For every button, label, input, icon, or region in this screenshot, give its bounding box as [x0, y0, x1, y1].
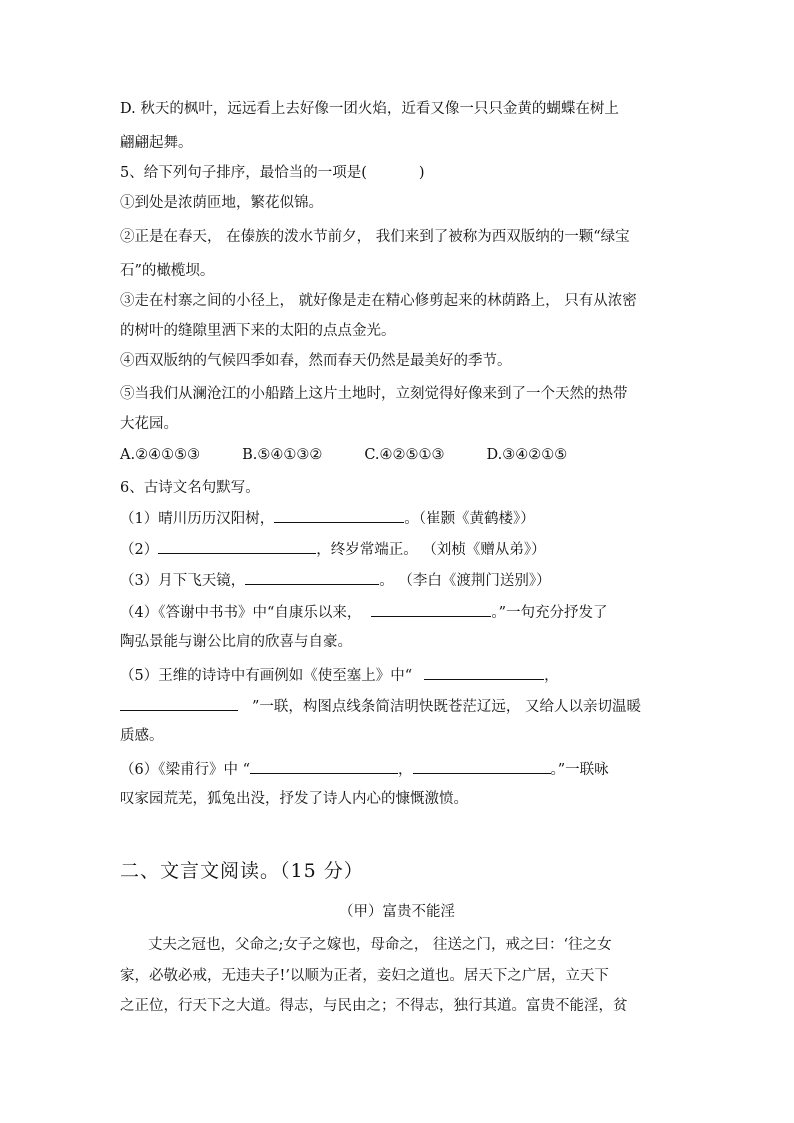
passage-line-2: 家，必敬必戒，无违夫子!’以顺为正者，妾妇之道也。居天下之广居，立天下: [120, 968, 609, 984]
q6-item-6-line1: [120, 759, 609, 780]
q5-stem-text: 5、给下列句子排序，最恰当的一项是(: [120, 165, 367, 181]
q6-item-6-line2: 叹家园荒芜，狐兔出没，抒发了诗人内心的慷慨激愤。: [120, 791, 468, 807]
q6-item-2: [120, 539, 546, 560]
q5-sentence-1: ①到处是浓荫匝地，繁花似锦。: [120, 195, 323, 211]
q6-item-5-line3: 质感。: [120, 728, 164, 744]
section-2-title: 二、文言文阅读。（15 分）: [120, 860, 364, 882]
q6-item-3-prefix: （3）月下飞天镜，: [120, 573, 246, 589]
q6-stem: 6、古诗文名句默写。: [120, 480, 260, 496]
q5-sentence-3-line1: ③走在村寨之间的小径上， 就好像是走在精心修剪起来的林荫路上， 只有从浓密: [120, 293, 637, 309]
q6-item-5-line2-suffix: ”一联，构图点线条简洁明快既苍茫辽远， 又给人以亲切温暖: [252, 699, 642, 715]
q6-item-2-blank[interactable]: [158, 539, 316, 554]
q6-item-1-suffix: 。（崔颢《黄鹤楼》）: [404, 511, 535, 527]
q4-option-d-line2: 翩翩起舞。: [120, 135, 193, 151]
q6-item-3-blank[interactable]: [245, 570, 379, 585]
q6-item-6-blank-2[interactable]: [413, 759, 551, 774]
q5-sentence-4: ④西双版纳的气候四季如春，然而春天仍然是最美好的季节。: [120, 353, 512, 369]
q6-item-2-prefix: （2）: [120, 542, 159, 558]
q5-option-d: D.③④②①⑤: [486, 447, 568, 463]
q5-option-c: C.④②⑤①③: [364, 447, 445, 463]
q4-option-d-line1: D. 秋天的枫叶，远远看上去好像一团火焰，近看又像一只只金黄的蝴蝶在树上: [120, 101, 619, 117]
q6-item-6-comma: ，: [398, 762, 413, 778]
q6-item-4-blank[interactable]: [371, 602, 491, 617]
q6-item-5-line2: [120, 696, 641, 717]
passage-line-3: 之正位，行天下之大道。得志，与民由之；不得志，独行其道。富贵不能淫，贫: [120, 998, 628, 1014]
q5-stem-close: ): [418, 165, 425, 181]
q5-option-a: A.②④①⑤③: [120, 447, 201, 463]
q5-sentence-2-line1: ②正是在春天， 在傣族的泼水节前夕， 我们来到了被称为西双版纳的一颗“绿宝: [120, 229, 630, 245]
q6-item-5-prefix: （5）王维的诗诗中有画例如《使至塞上》中“: [120, 668, 413, 684]
q5-option-b: B.⑤④①③②: [242, 447, 323, 463]
q6-item-1-prefix: （1）晴川历历汉阳树，: [120, 511, 275, 527]
q6-item-1-blank[interactable]: [274, 508, 404, 523]
passage-line-1: 丈夫之冠也，父命之;女子之嫁也，母命之， 往送之门，戒之曰：‘往之女: [148, 937, 612, 953]
q5-sentence-2-line2: 石”的橄榄坝。: [120, 263, 215, 279]
q6-item-3-suffix: 。 （李白《渡荆门送别》）: [379, 573, 551, 589]
q6-item-4-suffix: 。”一句充分抒发了: [491, 605, 608, 621]
q6-item-5-comma: ，: [544, 668, 559, 684]
q6-item-6-suffix: 。”一联咏: [550, 762, 609, 778]
q6-item-4-prefix: （4）《答谢中书书》中“自康乐以来，: [120, 605, 362, 621]
q6-item-3: [120, 570, 551, 591]
q5-stem: [120, 163, 425, 183]
q6-item-6-prefix: （6）《梁甫行》中 “: [120, 762, 250, 778]
q6-item-5-blank-1[interactable]: [424, 665, 544, 680]
q6-item-5-blank-2[interactable]: [120, 696, 238, 711]
q5-options: [120, 445, 567, 465]
q6-item-5-line1: [120, 665, 559, 686]
passage-title: （甲）富贵不能淫: [339, 904, 455, 920]
q6-item-2-suffix: ，终岁常端正。 （刘桢《赠从弟》）: [316, 542, 546, 558]
q5-sentence-5-line2: 大花园。: [120, 416, 178, 432]
q6-item-4-line2: 陶弘景能与谢公比肩的欣喜与自豪。: [120, 634, 352, 650]
q6-item-4-line1: [120, 602, 608, 623]
q6-item-1: [120, 508, 535, 529]
q6-item-6-blank-1[interactable]: [250, 759, 398, 774]
q5-sentence-5-line1: ⑤当我们从澜沧江的小船踏上这片土地时，立刻觉得好像来到了一个天然的热带: [120, 386, 628, 402]
q5-sentence-3-line2: 的树叶的缝隙里洒下来的太阳的点点金光。: [120, 323, 396, 339]
